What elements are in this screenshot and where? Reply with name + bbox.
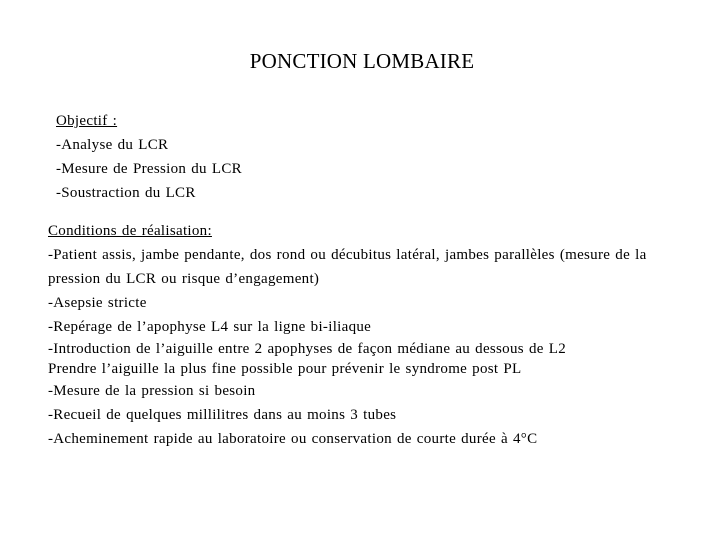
conditions-item-introduction xyxy=(48,339,698,379)
conditions-item-reperage: -Repérage de l’apophyse L4 sur la ligne bi-iliaque xyxy=(48,319,372,335)
objectif-item-mesure: -Mesure de Pression du LCR xyxy=(56,161,242,177)
conditions-item-recueil: -Recueil de quelques millilitres dans au moins 3 tubes xyxy=(48,407,397,423)
page-title: PONCTION LOMBAIRE xyxy=(249,49,475,73)
conditions-item-acheminement: -Acheminement rapide au laboratoire ou conservation de courte durée à 4°C xyxy=(48,431,538,447)
conditions-item-introduction-line2: Prendre l’aiguille la plus fine possible pour prévenir le syndrome post PL xyxy=(48,361,522,377)
objectif-section xyxy=(56,109,242,205)
conditions-heading: Conditions de réalisation: xyxy=(48,223,212,239)
conditions-section xyxy=(48,219,698,451)
conditions-item-position: -Patient assis, jambe pendante, dos rond ou décubitus latéral, jambes parallèles (mesure de la pression du LCR ou risque d’engagement) xyxy=(48,247,647,287)
objectif-item-soustraction: -Soustraction du LCR xyxy=(56,185,196,201)
conditions-item-asepsie: -Asepsie stricte xyxy=(48,295,147,311)
conditions-item-introduction-line1: -Introduction de l’aiguille entre 2 apophyses de façon médiane au dessous de L2 xyxy=(48,341,567,357)
conditions-item-mesure-pression: -Mesure de la pression si besoin xyxy=(48,383,256,399)
objectif-heading: Objectif : xyxy=(56,113,118,129)
objectif-item-analyse: -Analyse du LCR xyxy=(56,137,169,153)
